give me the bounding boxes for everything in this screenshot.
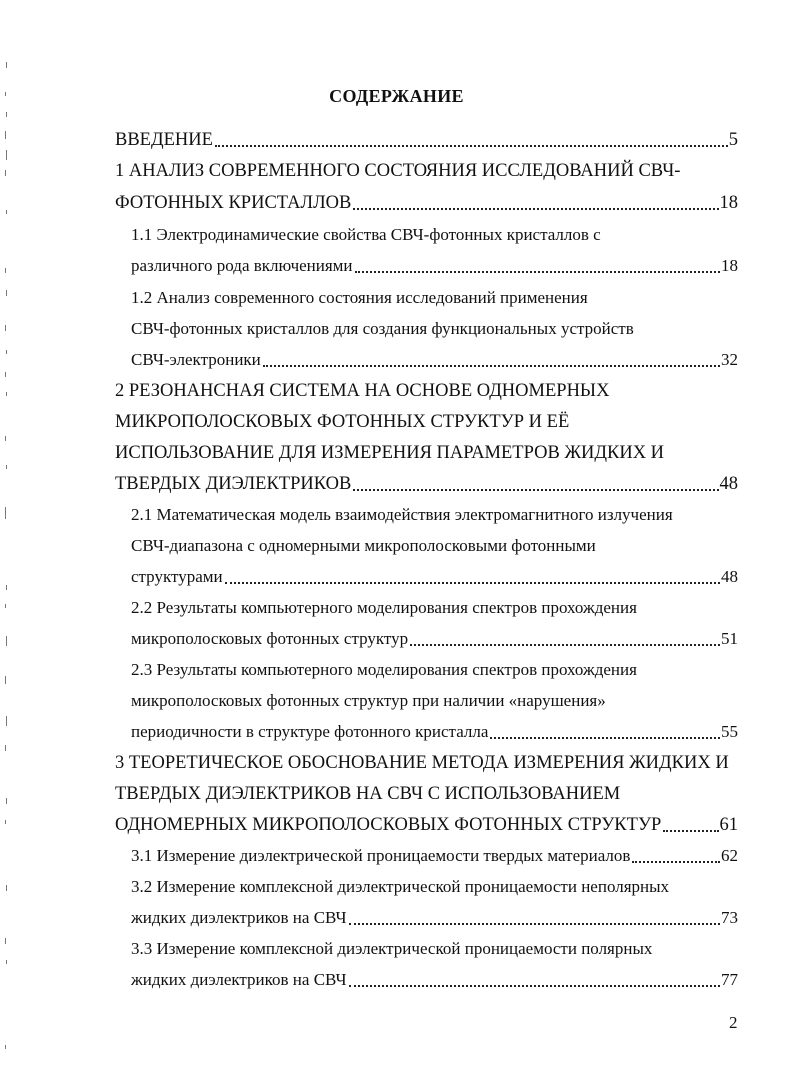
toc-entry-text: ОДНОМЕРНЫХ МИКРОПОЛОСКОВЫХ ФОТОННЫХ СТРУКТУР xyxy=(115,815,662,835)
toc-entry-text: 1.2 Анализ современного состояния исследований применения xyxy=(131,288,588,307)
toc-leader-dots xyxy=(225,582,720,584)
toc-entry-text: 3 ТЕОРЕТИЧЕСКОЕ ОБОСНОВАНИЕ МЕТОДА ИЗМЕРЕНИЯ ЖИДКИХ И xyxy=(115,753,729,773)
toc-entry-section-2-2-end[interactable] xyxy=(131,627,738,651)
page-number: 2 xyxy=(729,1013,738,1032)
toc-entry-chapter-2-end[interactable] xyxy=(115,472,738,496)
toc-entry-section-3-2[interactable] xyxy=(131,875,669,899)
toc-page-number: 18 xyxy=(719,193,738,213)
toc-entry-text: периодичности в структуре фотонного кристалла xyxy=(131,722,489,741)
toc-leader-dots xyxy=(263,365,720,367)
toc-entry-text: 1 АНАЛИЗ СОВРЕМЕННОГО СОСТОЯНИЯ ИССЛЕДОВАНИЙ СВЧ- xyxy=(115,161,681,181)
toc-entry-section-2-3-end[interactable] xyxy=(131,720,738,744)
toc-entry-text: микрополосковых фотонных структур при наличии «нарушения» xyxy=(131,691,606,710)
toc-entry-text: СВЧ-фотонных кристаллов для создания функциональных устройств xyxy=(131,319,634,338)
toc-entry-text: 2.2 Результаты компьютерного моделирования спектров прохождения xyxy=(131,598,637,617)
toc-page-number: 55 xyxy=(721,722,738,741)
toc-leader-dots xyxy=(349,923,720,925)
toc-entry-text: 2 РЕЗОНАНСНАЯ СИСТЕМА НА ОСНОВЕ ОДНОМЕРНЫХ xyxy=(115,381,610,401)
toc-entry-section-2-3[interactable] xyxy=(131,658,637,682)
toc-leader-dots xyxy=(490,737,720,739)
toc-entry-text: 1.1 Электродинамические свойства СВЧ-фотонных кристаллов с xyxy=(131,225,601,244)
toc-leader-dots xyxy=(410,644,720,646)
toc-entry-chapter-3[interactable] xyxy=(115,751,729,775)
toc-entry-text: СВЧ-диапазона с одномерными микрополосковыми фотонными xyxy=(131,536,596,555)
toc-entry-chapter-2-cont2[interactable] xyxy=(115,441,664,465)
toc-entry-chapter-1[interactable] xyxy=(115,159,680,183)
toc-entry-chapter-3-cont[interactable] xyxy=(115,782,620,806)
toc-entry-text: микрополосковых фотонных структур xyxy=(131,629,409,648)
toc-entry-text: структурами xyxy=(131,567,223,586)
toc-page-number: 48 xyxy=(719,474,738,494)
toc-entry-section-1-2-cont[interactable] xyxy=(131,317,634,341)
toc-entry-text: ВВЕДЕНИЕ xyxy=(115,130,213,150)
toc-entry-text: МИКРОПОЛОСКОВЫХ ФОТОННЫХ СТРУКТУР И ЕЁ xyxy=(115,412,570,432)
toc-entry-chapter-1-cont[interactable] xyxy=(115,191,738,215)
toc-page-number: 73 xyxy=(721,908,738,927)
scan-noise-marks xyxy=(0,0,30,1080)
toc-leader-dots xyxy=(353,208,718,210)
toc-entry-section-2-1-end[interactable] xyxy=(131,565,738,589)
toc-entry-section-3-3[interactable] xyxy=(131,937,652,961)
toc-entry-text: различного рода включениями xyxy=(131,256,353,275)
toc-title: СОДЕРЖАНИЕ xyxy=(329,86,464,106)
toc-entry-text: жидких диэлектриков на СВЧ xyxy=(131,970,347,989)
toc-entry-introduction[interactable] xyxy=(115,128,738,152)
toc-entry-section-1-1[interactable] xyxy=(131,223,601,247)
toc-page-number: 48 xyxy=(721,567,738,586)
toc-entry-text: СВЧ-электроники xyxy=(131,350,261,369)
toc-entry-text: ФОТОННЫХ КРИСТАЛЛОВ xyxy=(115,193,352,213)
toc-page-number: 5 xyxy=(728,130,738,150)
toc-page-number: 18 xyxy=(721,256,738,275)
toc-page-number: 32 xyxy=(721,350,738,369)
toc-entry-section-3-2-end[interactable] xyxy=(131,906,738,930)
toc-entry-section-2-2[interactable] xyxy=(131,596,637,620)
toc-page-number: 51 xyxy=(721,629,738,648)
toc-page-number: 61 xyxy=(719,815,738,835)
toc-leader-dots xyxy=(349,985,720,987)
toc-leader-dots xyxy=(663,830,718,832)
toc-entry-text: 2.3 Результаты компьютерного моделирования спектров прохождения xyxy=(131,660,637,679)
toc-leader-dots xyxy=(353,489,718,491)
toc-entry-text: ТВЕРДЫХ ДИЭЛЕКТРИКОВ xyxy=(115,474,352,494)
toc-entry-text: 3.3 Измерение комплексной диэлектрической проницаемости полярных xyxy=(131,939,653,958)
toc-page-number: 62 xyxy=(721,846,738,865)
toc-entry-section-2-1[interactable] xyxy=(131,503,673,527)
toc-entry-text: ИСПОЛЬЗОВАНИЕ ДЛЯ ИЗМЕРЕНИЯ ПАРАМЕТРОВ ЖИДКИХ И xyxy=(115,443,665,463)
toc-leader-dots xyxy=(355,271,720,273)
toc-entry-text: 3.1 Измерение диэлектрической проницаемости твердых материалов xyxy=(131,846,631,865)
toc-page-number: 77 xyxy=(721,970,738,989)
toc-entry-chapter-2[interactable] xyxy=(115,379,609,403)
toc-leader-dots xyxy=(215,145,728,147)
toc-entry-text: ТВЕРДЫХ ДИЭЛЕКТРИКОВ НА СВЧ С ИСПОЛЬЗОВАНИЕМ xyxy=(115,784,621,804)
toc-entry-section-3-1[interactable] xyxy=(131,844,738,868)
toc-entry-section-3-3-end[interactable] xyxy=(131,968,738,992)
toc-entry-section-1-2-end[interactable] xyxy=(131,348,738,372)
toc-entry-section-2-1-cont[interactable] xyxy=(131,534,596,558)
toc-entry-chapter-2-cont1[interactable] xyxy=(115,410,569,434)
toc-entry-section-1-2[interactable] xyxy=(131,286,588,310)
toc-entry-text: 3.2 Измерение комплексной диэлектрической проницаемости неполярных xyxy=(131,877,670,896)
toc-entry-section-2-3-cont[interactable] xyxy=(131,689,606,713)
toc-entry-section-1-1-cont[interactable] xyxy=(131,254,738,278)
toc-entry-chapter-3-end[interactable] xyxy=(115,813,738,837)
toc-entry-text: жидких диэлектриков на СВЧ xyxy=(131,908,347,927)
toc-entry-text: 2.1 Математическая модель взаимодействия электромагнитного излучения xyxy=(131,505,673,524)
toc-leader-dots xyxy=(632,861,720,863)
